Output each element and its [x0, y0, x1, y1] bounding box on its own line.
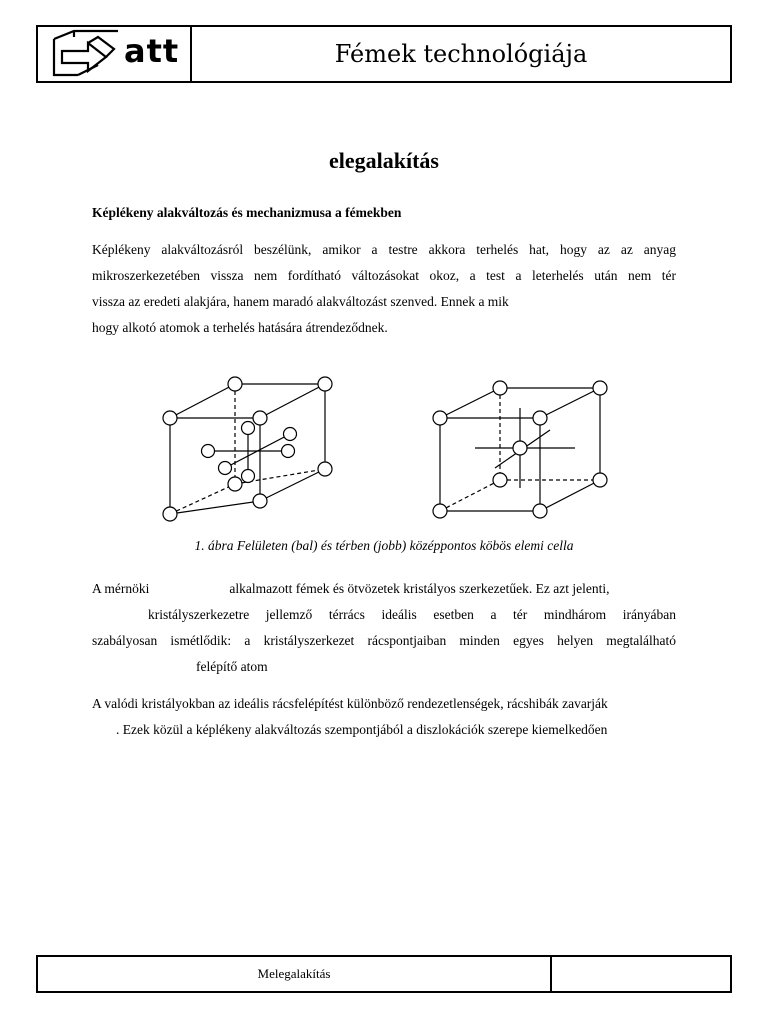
paragraph-line: vissza az eredeti alakjára, hanem maradó alakváltozást szenved. Ennek a mik — [92, 294, 509, 309]
paragraph-line: mikroszerkezetében vissza nem fordítható változásokat okoz, a test a leterhelés után nem tér — [92, 268, 676, 283]
paragraph-fragment: alkalmazott fémek és ötvözetek kristályos szerkezetűek. Ez azt jelenti, — [229, 581, 610, 596]
bcc-unit-cell-figure — [150, 368, 620, 533]
arrow-box-icon — [48, 29, 122, 79]
paragraph-line — [92, 576, 676, 602]
page-footer — [36, 955, 732, 993]
paragraph-2 — [92, 576, 676, 680]
figure-caption: 1. ábra Felületen (bal) és térben (jobb) középpontos köbös elemi cella — [194, 538, 574, 553]
paragraph-1 — [92, 237, 676, 341]
page-header — [36, 25, 732, 83]
paragraph-line: szabályosan ismétlődik: a kristályszerkezet rácspontjaiban minden egyes helyen megtalálható — [92, 633, 676, 648]
footer-label: Melegalakítás — [38, 957, 552, 991]
document-title: Fémek technológiája — [334, 40, 588, 68]
paragraph-line: Képlékeny alakváltozásról beszélünk, amikor a testre akkora terhelés hat, hogy az az anyag — [92, 242, 676, 257]
paragraph-line: . Ezek közül a képlékeny alakváltozás szempontjából a diszlokációk szerepe kiemelkedően — [116, 722, 608, 737]
paragraph-3 — [92, 691, 676, 743]
paragraph-line: kristályszerkezetre jellemző térrács ideális esetben a tér mindhárom irányában — [148, 607, 676, 622]
page-title: elegalakítás — [329, 148, 439, 173]
paragraph-line: A valódi kristályokban az ideális rácsfelépítést különböző rendezetlenségek, rácshibák zavarják — [92, 696, 608, 711]
paragraph-line: hogy alkotó atomok a terhelés hatására átrendeződnek. — [92, 320, 388, 335]
paragraph-fragment: A mérnöki — [92, 581, 150, 596]
att-logo — [38, 27, 192, 81]
logo-text: att — [124, 32, 180, 70]
paragraph-line: felépítő atom — [196, 659, 268, 674]
section-heading: Képlékeny alakváltozás és mechanizmusa a fémekben — [92, 205, 402, 220]
